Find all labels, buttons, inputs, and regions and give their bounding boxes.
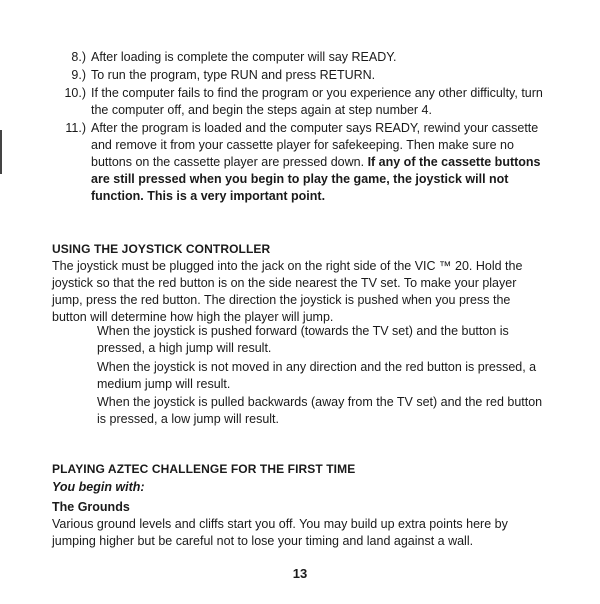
joystick-intro: The joystick must be plugged into the jack on the right side of the VIC ™ 20. Hold the joystick so that the red button is on the side nearest the TV set. To make your player jump, press the red button. The direction the joystick is pushed when you press the button will determine how high the player will jump. <box>52 259 523 324</box>
joystick-item-high: When the joystick is pushed forward (towards the TV set) and the button is pressed, a high jump will result. <box>97 324 509 355</box>
joystick-heading: USING THE JOYSTICK CONTROLLER <box>52 242 271 256</box>
step-number: 8.) <box>71 50 86 64</box>
joystick-item-low: When the joystick is pulled backwards (away from the TV set) and the red button is pressed, a low jump will result. <box>97 395 543 426</box>
step-8 <box>52 49 548 66</box>
step-number: 9.) <box>71 68 86 82</box>
margin-mark <box>0 130 2 174</box>
step-10 <box>52 85 548 119</box>
step-text: After the program is loaded and the computer says READY, rewind your cassette and remove it from your cassette player for safekeeping. Then make sure no buttons on the cassette player are pressed down. <box>91 121 539 169</box>
step-text: If the computer fails to find the program or you experience any other difficulty, turn the computer off, and begin the steps again at step number 4. <box>91 86 543 117</box>
step-text: After loading is complete the computer will say READY. <box>91 50 397 64</box>
step-number: 11.) <box>65 121 86 135</box>
step-11 <box>52 120 548 205</box>
loading-steps-list <box>52 49 548 206</box>
joystick-item-medium: When the joystick is not moved in any direction and the red button is pressed, a medium jump will result. <box>97 360 537 391</box>
step-warning: If any of the cassette buttons are still pressed when you begin to play the game, the joystick will not function. This is a very important point. <box>91 155 541 203</box>
grounds-title: The Grounds <box>52 500 130 514</box>
step-text: To run the program, type RUN and press RETURN. <box>91 68 376 82</box>
step-number: 10.) <box>64 86 86 100</box>
page-number: 13 <box>292 566 308 581</box>
begin-subheading: You begin with: <box>52 480 145 494</box>
grounds-text: Various ground levels and cliffs start you off. You may build up extra points here by jumping higher but be careful not to lose your timing and land against a wall. <box>52 517 508 548</box>
playing-heading: PLAYING AZTEC CHALLENGE FOR THE FIRST TIME <box>52 462 356 476</box>
step-9 <box>52 67 548 84</box>
